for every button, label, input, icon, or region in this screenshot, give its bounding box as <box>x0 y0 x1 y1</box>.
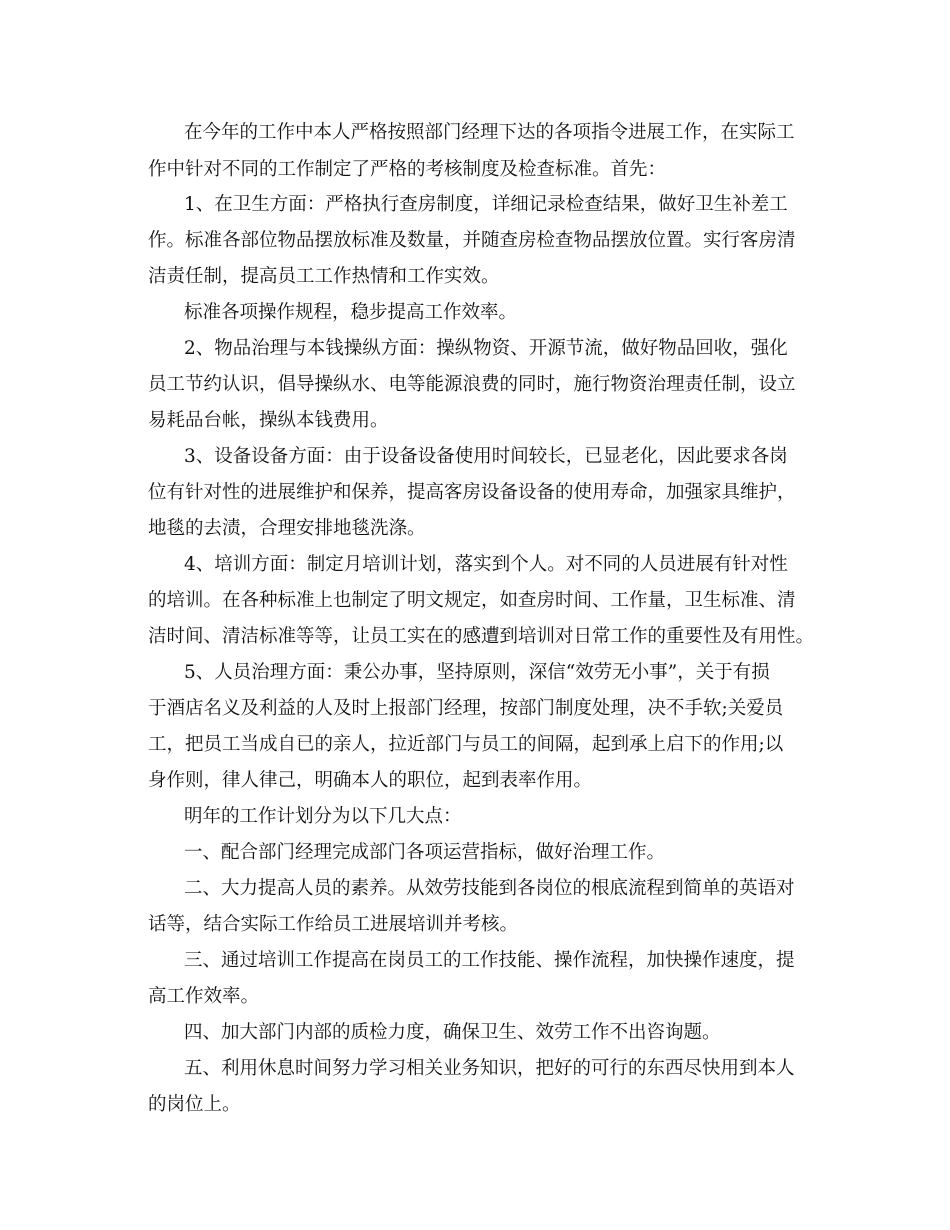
text-line: 作中针对不同的工作制定了严格的考核制度及检查标准。首先： <box>148 159 667 180</box>
text-line: 4、培训方面：制定月培训计划，落实到个人。对不同的人员进展有针对性 <box>184 554 788 575</box>
text-line: 在今年的工作中本人严格按照部门经理下达的各项指令进展工作，在实际工 <box>184 122 795 143</box>
text-line: 明年的工作计划分为以下几大点： <box>184 806 462 827</box>
text-line: 四、加大部门内部的质检力度，确保卫生、效劳工作不出咨询题。 <box>184 1022 721 1043</box>
text-line: 的岗位上。 <box>148 1094 241 1115</box>
text-line: 三、通过培训工作提高在岗员工的工作技能、操作流程，加快操作速度，提 <box>184 950 795 971</box>
text-line: 身作则，律人律己，明确本人的职位，起到表率作用。 <box>148 770 593 791</box>
text-line: 的培训。在各种标准上也制定了明文规定，如查房时间、工作量，卫生标准、清 <box>148 590 796 611</box>
text-line: 3、设备设备方面：由于设备设备使用时间较长，已显老化，因此要求各岗 <box>184 446 788 467</box>
text-line: 地毯的去渍，合理安排地毯洗涤。 <box>148 518 426 539</box>
text-line: 工，把员工当成自已的亲人，拉近部门与员工的间隔，起到承上启下的作用;以 <box>148 734 784 755</box>
text-line: 高工作效率。 <box>148 986 260 1007</box>
text-line: 5、人员治理方面：秉公办事，坚持原则，深信“效劳无小事”，关于有损 <box>184 662 770 683</box>
text-line: 一、配合部门经理完成部门各项运营指标，做好治理工作。 <box>184 842 666 863</box>
text-line: 洁责任制，提高员工工作热情和工作实效。 <box>148 266 500 287</box>
text-line: 五、利用休息时间努力学习相关业务知识，把好的可行的东西尽快用到本人 <box>184 1058 795 1079</box>
text-line: 员工节约认识，倡导操纵水、电等能源浪费的同时，施行物资治理责任制，设立 <box>148 374 796 395</box>
text-line: 标准各项操作规程，稳步提高工作效率。 <box>184 302 518 323</box>
text-line: 易耗品台帐，操纵本钱费用。 <box>148 410 389 431</box>
text-line: 作。标准各部位物品摆放标准及数量，并随查房检查物品摆放位置。实行客房清 <box>148 230 796 251</box>
text-line: 二、大力提高人员的素养。从效劳技能到各岗位的根底流程到简单的英语对 <box>184 878 795 899</box>
text-line: 话等，结合实际工作给员工进展培训并考核。 <box>148 914 519 935</box>
text-line: 1、在卫生方面：严格执行查房制度，详细记录检查结果，做好卫生补差工 <box>184 194 788 215</box>
text-line: 于酒店名义及利益的人及时上报部门经理，按部门制度处理，决不手软;关爱员 <box>148 698 784 719</box>
text-line: 位有针对性的进展维护和保养，提高客房设备设备的使用寿命，加强家具维护， <box>148 482 796 503</box>
text-line: 2、物品治理与本钱操纵方面：操纵物资、开源节流，做好物品回收，强化 <box>184 338 788 359</box>
text-line: 洁时间、清洁标准等等，让员工实在的感遭到培训对日常工作的重要性及有用性。 <box>148 626 815 647</box>
